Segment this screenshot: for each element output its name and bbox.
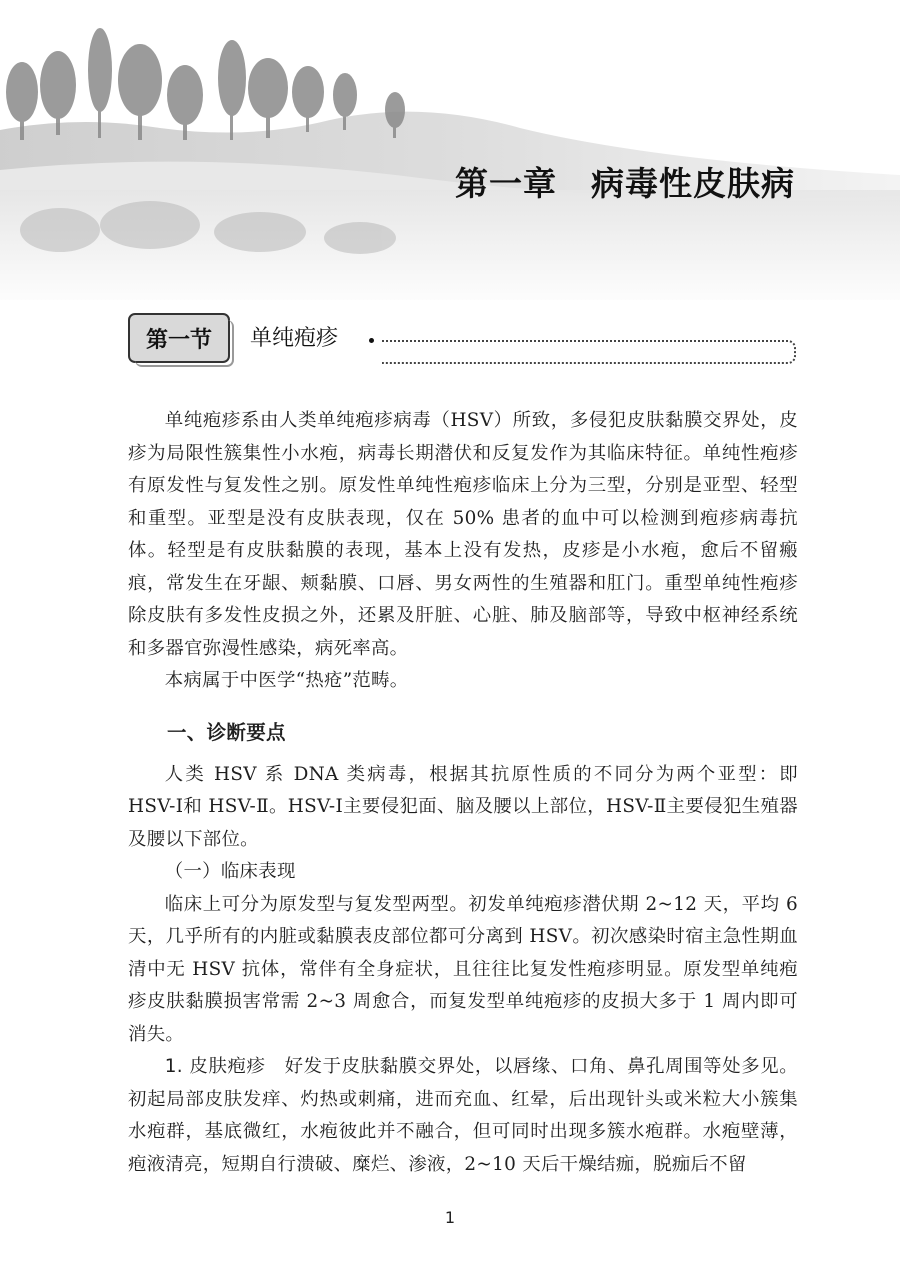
clinical-heading: （一）临床表现 <box>164 861 296 882</box>
section-dotted-frame <box>382 340 796 364</box>
clinical-item-1 <box>128 1051 798 1181</box>
page-number: 1 <box>444 1208 456 1227</box>
section-label-tab: 第一节 <box>128 313 230 363</box>
intro-paragraph-2: 本病属于中医学“热疮”范畴。 <box>164 670 409 691</box>
diagnosis-heading: 一、诊断要点 <box>167 720 286 744</box>
intro-paragraph-1: 单纯疱疹系由人类单纯疱疹病毒（HSV）所致，多侵犯皮肤黏膜交界处，皮疹为局限性簇集性小水疱，病毒长期潜伏和反复发作为其临床特征。单纯性疱疹有原发性与复发性之别。原发性单纯性疱疹临床上分为三型，分别是亚型、轻型和重型。亚型是没有皮肤表现，仅在 50% 患者的血中可以检测到疱疹病毒抗体。轻型是有皮肤黏膜的表现，基本上没有发热，皮疹是小水疱，愈后不留瘢痕，常发生在牙龈、颊黏膜、口唇、男女两性的生殖器和肛门。重型单纯性疱疹除皮肤有多发性皮损之外，还累及肝脏、心脏、肺及脑部等，导致中枢神经系统和多器官弥漫性感染，病死率高。 <box>128 410 798 659</box>
diagnosis-paragraph-1: 人类 HSV 系 DNA 类病毒，根据其抗原性质的不同分为两个亚型：即 HSV-Ⅰ和 HSV-Ⅱ。HSV-Ⅰ主要侵犯面、脑及腰以上部位，HSV-Ⅱ主要侵犯生殖器及腰以下部位。 <box>128 763 798 850</box>
clinical-paragraph-1: 临床上可分为原发型与复发型两型。初发单纯疱疹潜伏期 2~12 天，平均 6 天，几乎所有的内脏或黏膜表皮部位都可分离到 HSV。初次感染时宿主急性期血清中无 HSV 抗体，常伴有全身症状，且往往比复发性疱疹明显。原发型单纯疱疹皮肤黏膜损害常需 2~3 周愈合，而复发型单纯疱疹的皮损大多于 1 周内即可消失。 <box>128 893 798 1045</box>
section-title: 单纯疱疹 <box>250 326 339 351</box>
clinical-item-1-text: 好发于皮肤黏膜交界处，以唇缘、口角、鼻孔周围等处多见。初起局部皮肤发痒、灼热或刺痛，进而充血、红晕，后出现针头或米粒大小簇集水疱群，基底微红，水疱彼此并不融合，但可同时出现多簇水疱群。水疱壁薄，疱液清亮，短期自行溃破、糜烂、渗液，2~10 天后干燥结痂，脱痂后不留 <box>128 1056 798 1175</box>
chapter-title: 第一章 病毒性皮肤病 <box>455 164 795 203</box>
page-body <box>128 405 798 1181</box>
section-bullet-dot <box>369 338 374 343</box>
landscape-header-illustration <box>0 0 900 300</box>
clinical-item-1-term: 1. 皮肤疱疹 <box>164 1056 266 1077</box>
section-header <box>128 313 796 365</box>
